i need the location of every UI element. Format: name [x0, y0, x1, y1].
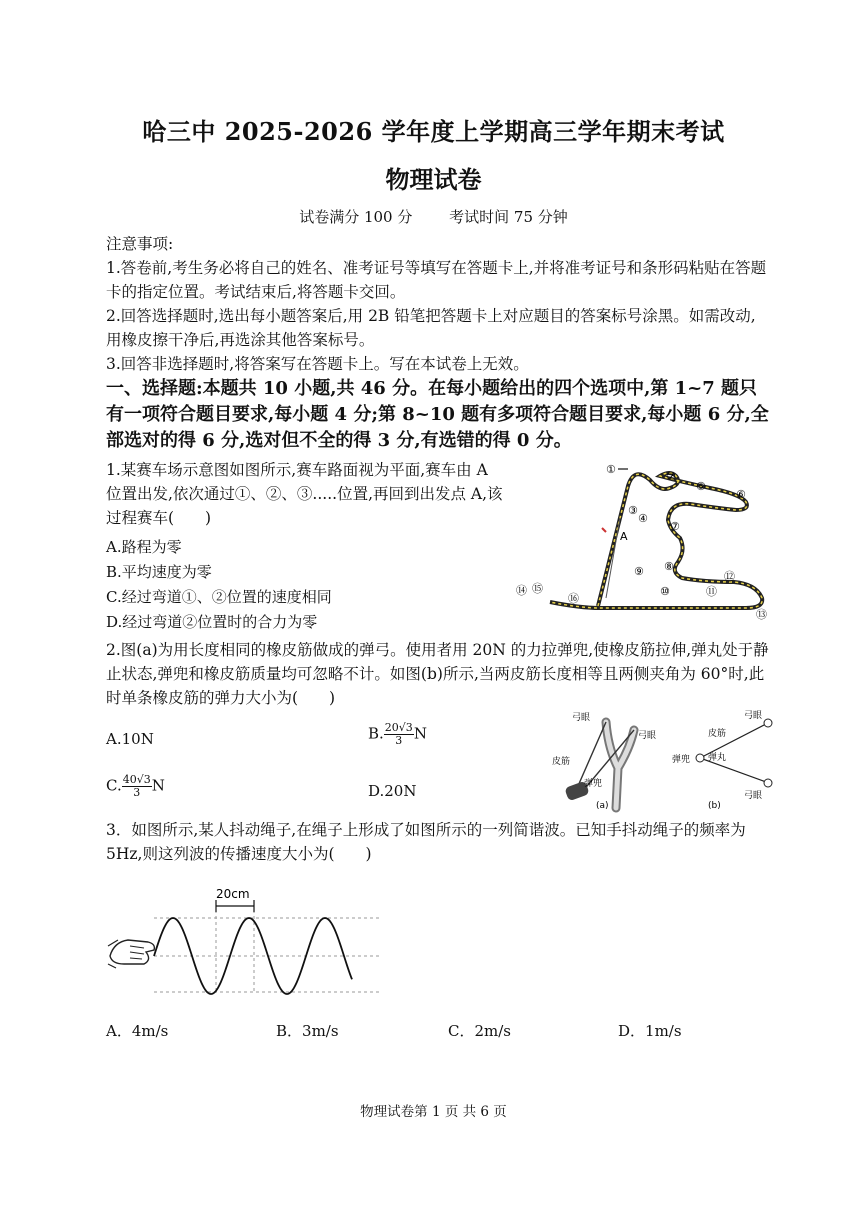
marker-4: ④	[638, 512, 648, 525]
svg-text:弹兜: 弹兜	[584, 779, 603, 789]
marker-9: ⑨	[634, 565, 644, 578]
question-2-option-c: C. $\frac{40√3}{3}$ N	[106, 773, 165, 799]
section-heading: 一、选择题:本题共 10 小题,共 46 分。在每小题给出的四个选项中,第 1~7 题只有一项符合题目要求,每小题 4 分;第 8~10 题有多项符合题目要求,每小题 6 分,全部选对的得 6 分,选对但不全的得 3 分,有选错的得 0 分。	[106, 378, 769, 451]
question-1-stem: 1.某赛车场示意图如图所示,赛车路面视为平面,赛车由 A 位置出发,依次通过①、②、③.....位置,再回到出发点 A,该过程赛车( )	[106, 461, 503, 527]
marker-2: ②	[666, 470, 676, 483]
notice-item-2: 2.回答选择题时,选出每小题答案后,用 2B 铅笔把答题卡上对应题目的答案标号涂黑。如需改动,用橡皮擦干净后,再选涂其他答案标号。	[106, 307, 756, 349]
wavelength-label: 20cm	[216, 887, 250, 901]
svg-text:皮筋: 皮筋	[708, 729, 727, 739]
exam-meta	[0, 206, 867, 227]
hand-icon	[108, 940, 154, 968]
question-3-stem: 3．如图所示,某人抖动绳子,在绳子上形成了如图所示的一列简谐波。已知手抖动绳子的频率为 5Hz,则这列波的传播速度大小为( )	[106, 821, 746, 863]
start-label-a: A	[620, 530, 628, 543]
marker-15: ⑮	[532, 582, 543, 595]
marker-12: ⑫	[724, 570, 735, 583]
exam-subtitle: 物理试卷	[385, 165, 482, 194]
fraction-c: $\frac{40√3}{3}$	[122, 773, 151, 799]
svg-text:弓眼: 弓眼	[744, 711, 763, 721]
svg-text:皮筋: 皮筋	[552, 757, 571, 767]
full-score: 试卷满分 100 分	[299, 208, 413, 226]
wave-figure	[104, 880, 386, 1000]
question-2-stem: 2.图(a)为用长度相同的橡皮筋做成的弹弓。使用者用 20N 的力拉弹兜,使橡皮筋拉伸,弹丸处于静止状态,弹兜和橡皮筋质量均可忽略不计。如图(b)所示,当两皮筋长度相等且两侧夹角为 60°时,此时单条橡皮筋的弹力大小为( )	[106, 641, 769, 707]
marker-3: ③	[628, 504, 638, 517]
svg-text:弓眼: 弓眼	[638, 731, 657, 741]
svg-text:(b): (b)	[708, 801, 721, 811]
page-footer: 物理试卷第 1 页 共 6 页	[360, 1104, 507, 1120]
question-3-option-a: A．4m/s	[106, 1022, 169, 1040]
question-2-option-b: B. $\frac{20√3}{3}$ N	[368, 721, 427, 747]
marker-16: ⑯	[568, 592, 579, 605]
fraction-b: $\frac{20√3}{3}$	[384, 721, 413, 747]
svg-text:弹兜: 弹兜	[672, 755, 691, 765]
exam-title: 哈三中 2025-2026 学年度上学期高三学年期末考试	[142, 117, 725, 146]
slingshot-a	[552, 712, 656, 811]
race-track-figure	[510, 458, 780, 628]
marker-7: ⑦	[670, 520, 680, 533]
svg-text:弓眼: 弓眼	[744, 791, 763, 801]
question-1-option-a: A.路程为零	[106, 538, 182, 556]
notice-item-1: 1.答卷前,考生务必将自己的姓名、准考证号等填写在答题卡上,并将准考证号和条形码粘贴在答题卡的指定位置。考试结束后,将答题卡交回。	[106, 259, 767, 301]
svg-text:弓眼: 弓眼	[572, 713, 591, 723]
marker-11: ⑪	[706, 585, 717, 598]
marker-10: ⑩	[660, 585, 670, 598]
svg-text:(a): (a)	[596, 801, 609, 811]
marker-14: ⑭	[516, 584, 527, 597]
question-2-option-d: D.20N	[368, 782, 417, 800]
slingshot-figure	[548, 708, 780, 814]
marker-6: ⑥	[736, 488, 746, 501]
marker-1: ①	[606, 463, 616, 476]
question-2-option-a: A.10N	[106, 730, 154, 748]
slingshot-b	[672, 710, 772, 811]
question-3-option-c: C．2m/s	[448, 1022, 511, 1040]
marker-13: ⑬	[756, 608, 767, 621]
question-1-option-b: B.平均速度为零	[106, 563, 212, 581]
question-3-option-d: D．1m/s	[618, 1022, 682, 1040]
question-3-option-b: B．3m/s	[276, 1022, 339, 1040]
marker-5: ⑤	[696, 480, 706, 493]
question-1-option-d: D.经过弯道②位置时的合力为零	[106, 613, 318, 631]
question-1-option-c: C.经过弯道①、②位置的速度相同	[106, 588, 332, 606]
notice-item-3: 3.回答非选择题时,将答案写在答题卡上。写在本试卷上无效。	[106, 355, 529, 373]
duration: 考试时间 75 分钟	[449, 208, 568, 226]
svg-text:弹丸: 弹丸	[708, 753, 727, 763]
notice-heading: 注意事项:	[106, 235, 174, 253]
marker-8: ⑧	[664, 560, 674, 573]
